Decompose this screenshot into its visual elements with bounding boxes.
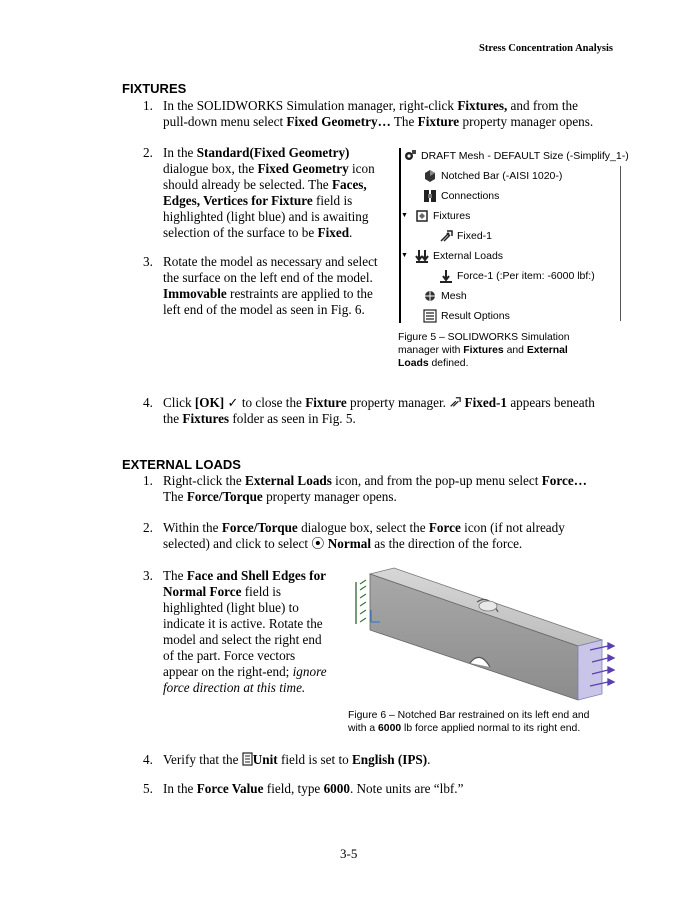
tree-item-connections[interactable]: Connections (423, 188, 499, 204)
tree-right-border (620, 166, 621, 321)
tree-item-study[interactable]: DRAFT Mesh - DEFAULT Size (-Simplify_1-) (403, 148, 629, 164)
fixture-restraint-symbols (356, 580, 366, 624)
bar-right-end-face (578, 640, 602, 700)
section-heading-fixtures: FIXTURES (122, 81, 187, 96)
section-heading-external-loads: EXTERNAL LOADS (122, 457, 241, 472)
expand-arrow-icon[interactable]: ▼ (401, 252, 408, 259)
notched-bar-figure (352, 566, 616, 702)
bar-front-face (370, 574, 578, 700)
page-number: 3-5 (340, 846, 358, 861)
figure-5-caption: Figure 5 – SOLIDWORKS Simulation manager with Fixtures and External Loads defined. (398, 332, 570, 369)
unit-icon (242, 752, 253, 766)
external-loads-icon (415, 249, 429, 263)
simulation-manager-tree (397, 144, 629, 324)
force-icon (439, 269, 453, 283)
tree-item-part[interactable]: Notched Bar (-AISI 1020-) (423, 168, 562, 184)
figure-6-caption: Figure 6 – Notched Bar restrained on its left end and with a 6000 lb force applied normal to its right end. (348, 710, 590, 734)
part-icon (423, 169, 437, 183)
fixtures-icon (415, 209, 429, 223)
tree-item-mesh[interactable]: Mesh (423, 288, 467, 304)
connections-icon (423, 189, 437, 203)
tree-item-fixed-1[interactable]: Fixed-1 (439, 228, 492, 244)
result-options-icon (423, 309, 437, 323)
tree-item-force-1[interactable]: Force-1 (:Per item: -6000 lbf:) (439, 268, 595, 284)
expand-arrow-icon[interactable]: ▼ (401, 212, 408, 219)
fixed-geometry-icon (439, 229, 453, 243)
fixed-geometry-icon (449, 396, 461, 408)
mesh-icon (423, 289, 437, 303)
tree-left-border (399, 148, 401, 323)
study-icon (403, 149, 417, 163)
tree-item-external-loads[interactable]: ▼ External Loads (401, 250, 504, 262)
tree-item-fixtures[interactable]: ▼ Fixtures (401, 210, 471, 222)
running-header: Stress Concentration Analysis (479, 43, 613, 54)
tree-item-result-options[interactable]: Result Options (423, 308, 510, 324)
